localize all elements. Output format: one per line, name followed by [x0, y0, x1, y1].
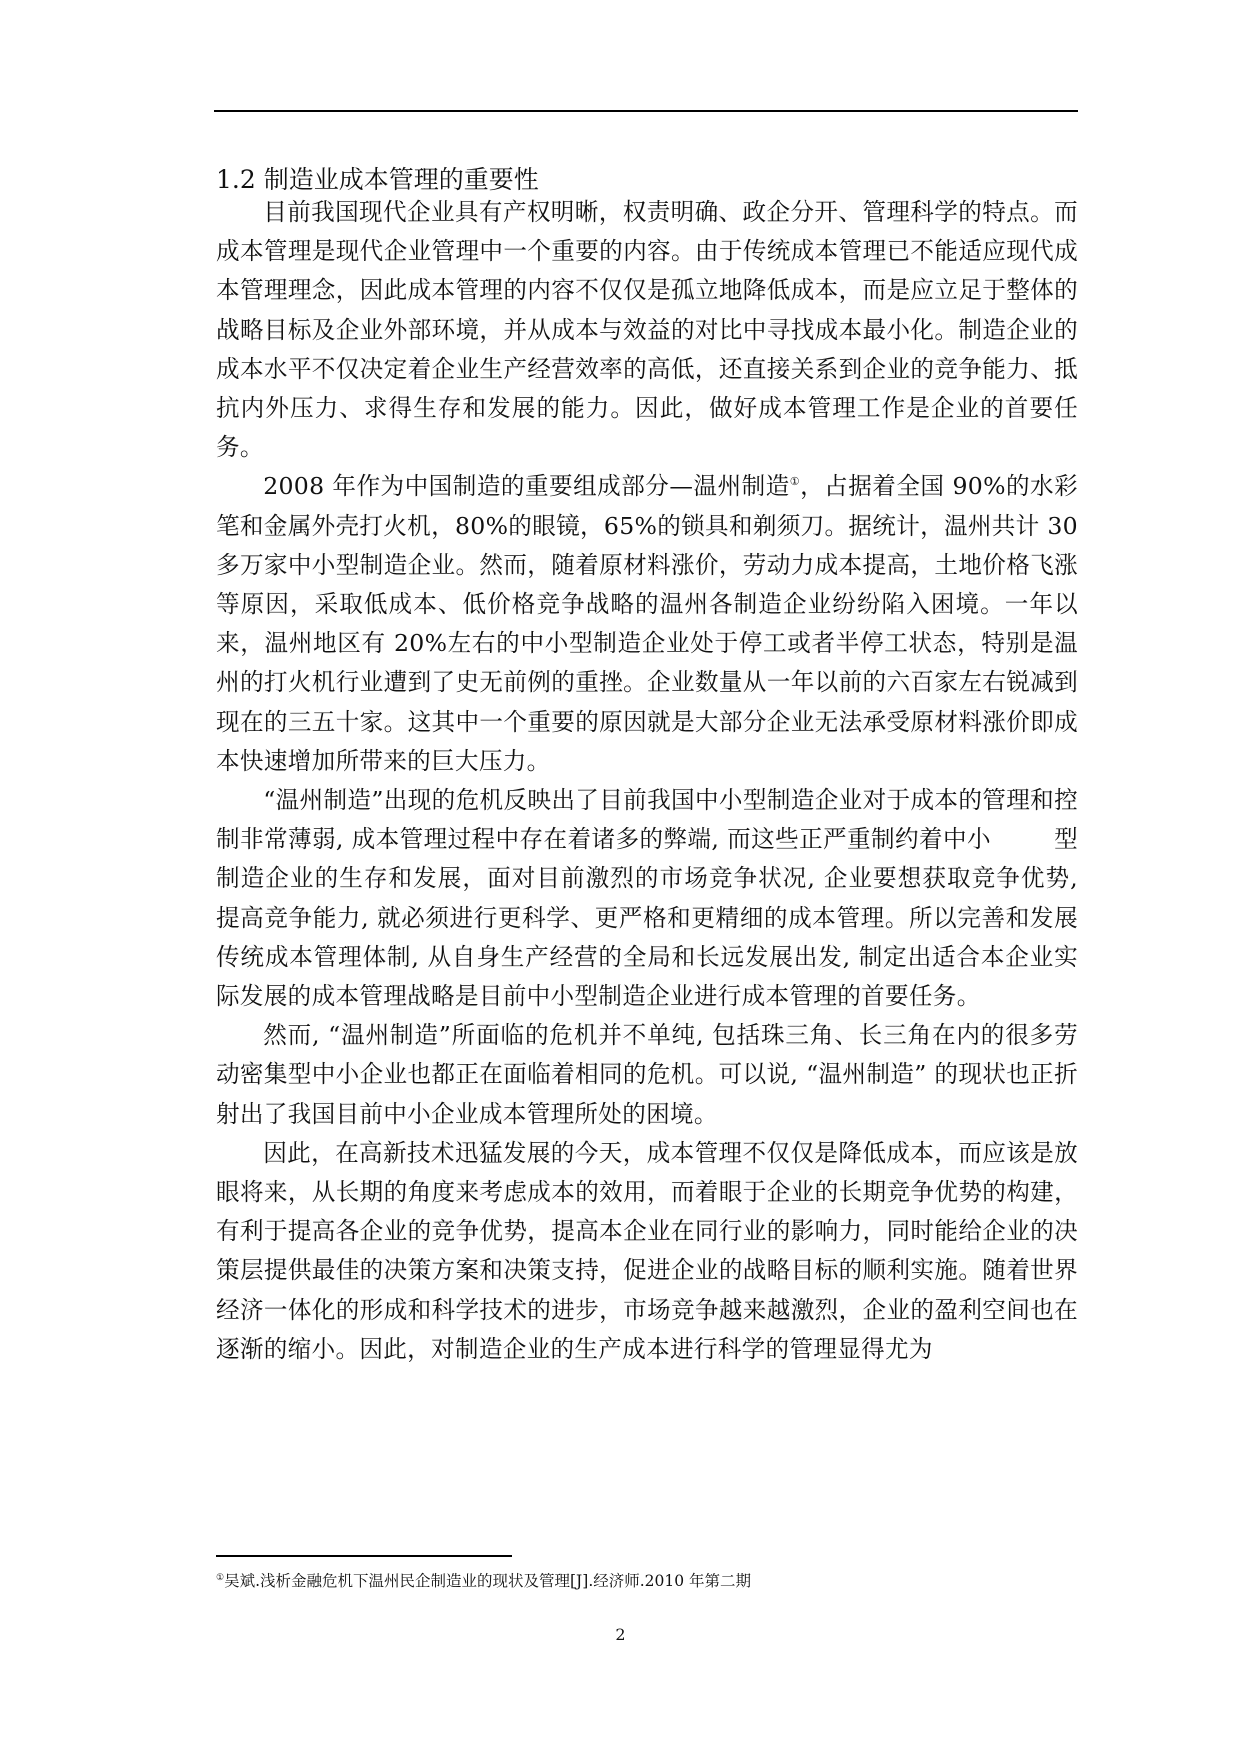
footnote-reference[interactable]: ①	[789, 475, 801, 489]
paragraph-4: 然而, “温州制造”所面临的危机并不单纯, 包括珠三角、长三角在内的很多劳动密集型中小企业也都正在面临着相同的危机。可以说, “温州制造” 的现状也正折射出了我国目前中小企业成本管理所处的困境。	[216, 1021, 1078, 1128]
footnote-text: 吴斌.浅析金融危机下温州民企制造业的现状及管理[J].经济师.2010 年第二期	[224, 1572, 752, 1590]
footnote	[216, 1570, 751, 1592]
paragraph-2-text-a: 2008 年作为中国制造的重要组成部分—温州制造	[263, 472, 790, 501]
paragraph-2	[216, 467, 1078, 781]
paragraph-2-text-b: ，占据着全国 90%的水彩笔和金属外壳打火机，80%的眼镜，65%的锁具和剃须刀。据统计，温州共计 30 多万家中小型制造企业。然而，随着原材料涨价，劳动力成本提高，土地价格飞涨等原因，采取低成本、低价格竞争战略的温州各制造企业纷纷陷入困境。一年以来，温州地区有 20%左右的中小型制造企业处于停工或者半停工状态，特别是温州的打火机行业遭到了史无前例的重挫。企业数量从一年以前的六百家左右锐减到现在的三五十家。这其中一个重要的原因就是大部分企业无法承受原材料涨价即成本快速增加所带来的巨大压力。	[216, 472, 1078, 775]
body-text	[216, 193, 1086, 1369]
footnote-mark: ①	[216, 1572, 225, 1583]
header-rule	[214, 110, 1078, 112]
paragraph-3: “温州制造”出现的危机反映出了目前我国中小型制造企业对于成本的管理和控制非常薄弱, 成本管理过程中存在着诸多的弊端, 而这些正严重制约着中小 型制造企业的生存和发展，面对目前激烈的市场竞争状况, 企业要想获取竞争优势, 提高竞争能力, 就必须进行更科学、更严格和更精细的成本管理。所以完善和发展传统成本管理体制, 从自身生产经营的全局和长远发展出发, 制定出适合本企业实际发展的成本管理战略是目前中小型制造企业进行成本管理的首要任务。	[216, 786, 1086, 1011]
section-title: 1.2 制造业成本管理的重要性	[216, 165, 539, 194]
paragraph-5: 因此，在高新技术迅猛发展的今天，成本管理不仅仅是降低成本，而应该是放眼将来，从长期的角度来考虑成本的效用，而着眼于企业的长期竞争优势的构建，有利于提高各企业的竞争优势，提高本企业在同行业的影响力，同时能给企业的决策层提供最佳的决策方案和决策支持，促进企业的战略目标的顺利实施。随着世界经济一体化的形成和科学技术的进步，市场竞争越来越激烈，企业的盈利空间也在逐渐的缩小。因此，对制造企业的生产成本进行科学的管理显得尤为	[216, 1138, 1078, 1363]
paragraph-1: 目前我国现代企业具有产权明晰，权责明确、政企分开、管理科学的特点。而成本管理是现代企业管理中一个重要的内容。由于传统成本管理已不能适应现代成本管理理念，因此成本管理的内容不仅仅是孤立地降低成本，而是应立足于整体的战略目标及企业外部环境，并从成本与效益的对比中寻找成本最小化。制造企业的成本水平不仅决定着企业生产经营效率的高低，还直接关系到企业的竞争能力、抵抗内外压力、求得生存和发展的能力。因此，做好成本管理工作是企业的首要任务。	[216, 198, 1078, 462]
page-number: 2	[615, 1625, 626, 1644]
footnote-separator	[216, 1555, 512, 1557]
